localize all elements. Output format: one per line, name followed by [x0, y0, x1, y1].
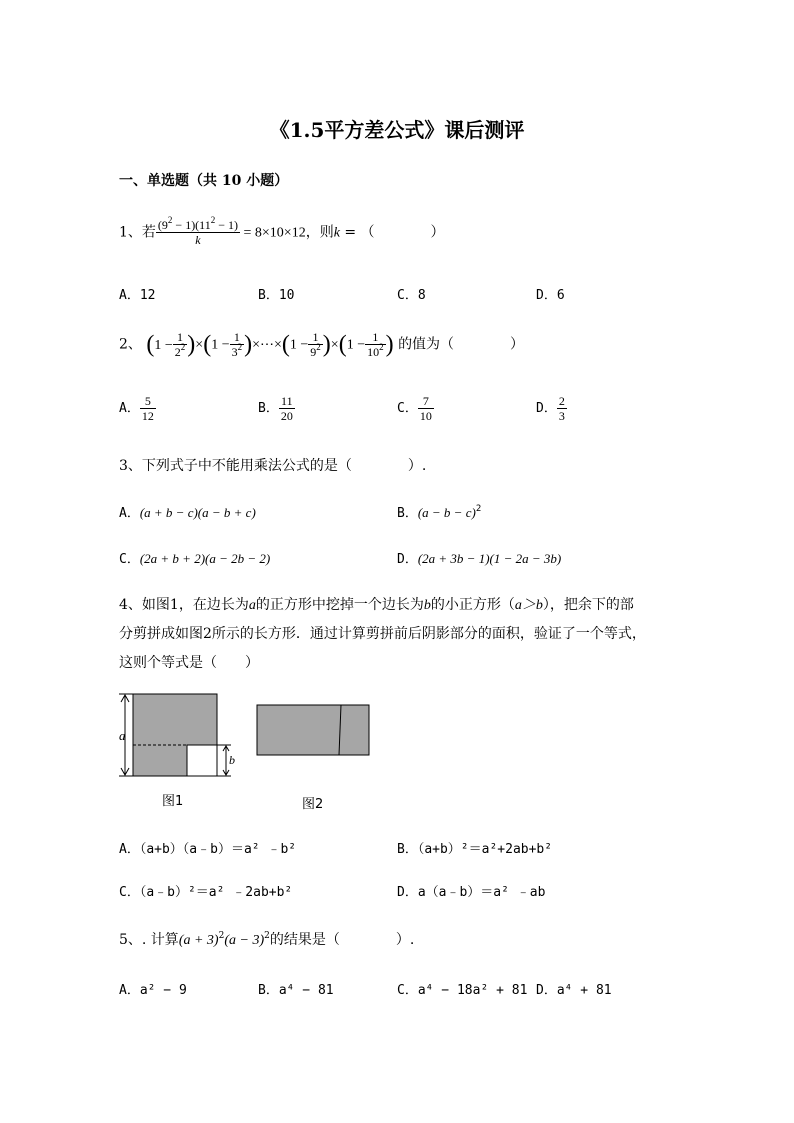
q3-a-expr: (a + b − c)(a − b + c)	[139, 505, 256, 520]
q5-option-b[interactable]: B．a⁴ − 81	[258, 983, 334, 998]
q4-condition: a＞b	[514, 598, 543, 613]
q1-option-c[interactable]: C．8	[397, 288, 426, 303]
q2-times-1: ×	[195, 337, 204, 353]
q2-d-num: 2	[558, 394, 565, 408]
q2-a-label: A．	[119, 401, 140, 416]
q2-one-minus-1: 1 −	[154, 337, 173, 353]
q2-b-label: B．	[258, 401, 279, 416]
q2-num-3: 1	[308, 330, 323, 345]
figure-1-square	[119, 694, 231, 776]
q2-d-label: D．	[536, 401, 557, 416]
q4-option-a[interactable]: A．（a+b）（a﹣b）＝a² ﹣b²	[119, 842, 297, 857]
q2-prefix: 2、	[119, 336, 142, 353]
q2-den-4: 10	[367, 345, 380, 359]
q1-num-left: (9	[157, 218, 168, 232]
q3-b-label: B．	[397, 506, 418, 521]
figure-2-caption: 图2	[302, 797, 324, 812]
q4-var-b: b	[423, 598, 431, 613]
q4-var-a: a	[248, 598, 256, 613]
q2-a-num: 5	[140, 394, 156, 409]
q2-option-a[interactable]	[119, 394, 156, 423]
q4-figures	[115, 688, 375, 810]
q5-option-a[interactable]: A．a² − 9	[119, 983, 187, 998]
q4-option-b[interactable]: B．（a+b）²＝a²+2ab+b²	[397, 842, 553, 857]
question-4-line-3: 这则个等式是（ ）	[119, 655, 259, 671]
q2-den-2: 3	[231, 345, 238, 359]
q2-a-den: 12	[141, 409, 154, 423]
q2-den-3: 9	[310, 345, 317, 359]
figure-2-rectangle	[257, 705, 369, 755]
question-2: 2、 (1 − $\frac{1}{2^2}$ )×(1 − $\frac{1}{3^2}$ )×⋯×(1 − $\frac{1}{9^2}$ )×(1 − $\frac{1}{10^2}$ ) 的值为（ ）	[119, 330, 525, 359]
question-1	[119, 215, 445, 247]
q1-prefix: 1、若	[119, 224, 156, 241]
q3-c-expr: (2a + b + 2)(a − 2b − 2)	[139, 551, 271, 566]
q3-option-c[interactable]	[119, 548, 270, 567]
q2-exp-3: 2	[316, 342, 321, 352]
q3-b-expr: (a − b − c)	[417, 505, 476, 520]
q2-exp-1: 2	[180, 342, 186, 352]
q1-eq: = 8×10×12，则	[240, 225, 334, 241]
q5-tail: 的结果是（ ）.	[269, 932, 415, 948]
q4-text-4: ），把余下的部	[542, 597, 634, 613]
q2-num-1: 1	[173, 330, 188, 345]
q3-option-a[interactable]	[119, 502, 256, 521]
q4-text-1: 4、如图1，在边长为	[119, 597, 249, 613]
page-title: 《1.5平方差公式》课后测评	[269, 118, 525, 142]
q2-c-label: C．	[397, 401, 418, 416]
q3-c-label: C．	[119, 552, 140, 567]
q2-one-minus-3: 1 −	[289, 337, 309, 353]
figure-1-caption: 图1	[162, 794, 184, 809]
q2-one-minus-2: 1 −	[211, 337, 230, 353]
q4-text-3: 的小正方形（	[430, 597, 515, 613]
q3-b-sup: 2	[475, 504, 482, 514]
q3-option-d[interactable]	[397, 548, 561, 567]
q5-expr-1: (a + 3)	[178, 933, 219, 948]
q3-d-label: D．	[397, 552, 418, 567]
q5-option-c[interactable]: C．a⁴ − 18a² + 81	[397, 983, 528, 998]
q2-b-num: 11	[279, 394, 295, 409]
q2-one-minus-4: 1 −	[346, 337, 366, 353]
figure-1-label-b: b	[229, 753, 235, 767]
q5-sup-2: 2	[264, 931, 270, 941]
q2-c-den: 10	[419, 409, 432, 423]
q4-text-2: 的正方形中挖掉一个边长为	[255, 597, 424, 613]
figure-1-label-a: a	[119, 728, 126, 743]
q1-den: k	[195, 233, 201, 247]
q3-d-expr: (2a + 3b − 1)(1 − 2a − 3b)	[417, 551, 562, 566]
q2-tail: 的值为（ ）	[398, 336, 525, 353]
q1-num-right: − 1)	[215, 218, 239, 232]
q2-option-c[interactable]	[397, 394, 434, 423]
q4-option-c[interactable]: C．（a﹣b）²＝a² ﹣2ab+b²	[119, 885, 293, 900]
section-heading: 一、单选题（共 10 小题）	[119, 173, 289, 189]
q1-option-d[interactable]: D．6	[536, 288, 565, 303]
question-3: 3、下列式子中不能用乘法公式的是（ ）.	[119, 458, 427, 474]
q2-c-num: 7	[418, 394, 434, 409]
q1-k: k	[333, 225, 340, 241]
q1-num-mid: − 1)(11	[172, 218, 211, 232]
question-5	[119, 929, 414, 949]
q4-option-d[interactable]: D．a（a﹣b）＝a² ﹣ab	[397, 885, 546, 900]
q5-option-d[interactable]: D．a⁴ + 81	[536, 983, 612, 998]
q3-option-b[interactable]	[397, 502, 481, 521]
q1-fraction: $\frac{(9^2 - 1)(11^2 - 1)}{k}$	[157, 215, 239, 247]
question-4-line-1	[119, 594, 634, 614]
q1-option-b[interactable]: B．10	[258, 288, 295, 303]
q2-b-den: 20	[280, 409, 293, 423]
q1-option-a[interactable]: A．12	[119, 288, 156, 303]
q2-option-b[interactable]	[258, 394, 295, 423]
q2-exp-4: 2	[379, 342, 384, 352]
q5-sup-1: 2	[218, 931, 225, 941]
q2-dots: ×⋯×	[252, 337, 282, 353]
q2-times-2: ×	[330, 337, 339, 353]
q3-a-label: A．	[119, 506, 140, 521]
question-4-line-2: 分剪拼成如图2所示的长方形．通过计算剪拼前后阴影部分的面积，验证了一个等式，	[119, 626, 646, 642]
q1-tail: = （ ）	[339, 224, 445, 241]
q5-expr-2: (a − 3)	[224, 933, 265, 948]
q2-num-2: 1	[230, 330, 245, 345]
q2-d-den: 3	[558, 409, 565, 423]
q5-prefix: 5、. 计算	[119, 932, 179, 948]
q2-option-d[interactable]	[536, 394, 567, 423]
q2-exp-2: 2	[237, 342, 243, 352]
q2-num-4: 1	[365, 330, 386, 345]
q2-den-1: 2	[174, 345, 181, 359]
